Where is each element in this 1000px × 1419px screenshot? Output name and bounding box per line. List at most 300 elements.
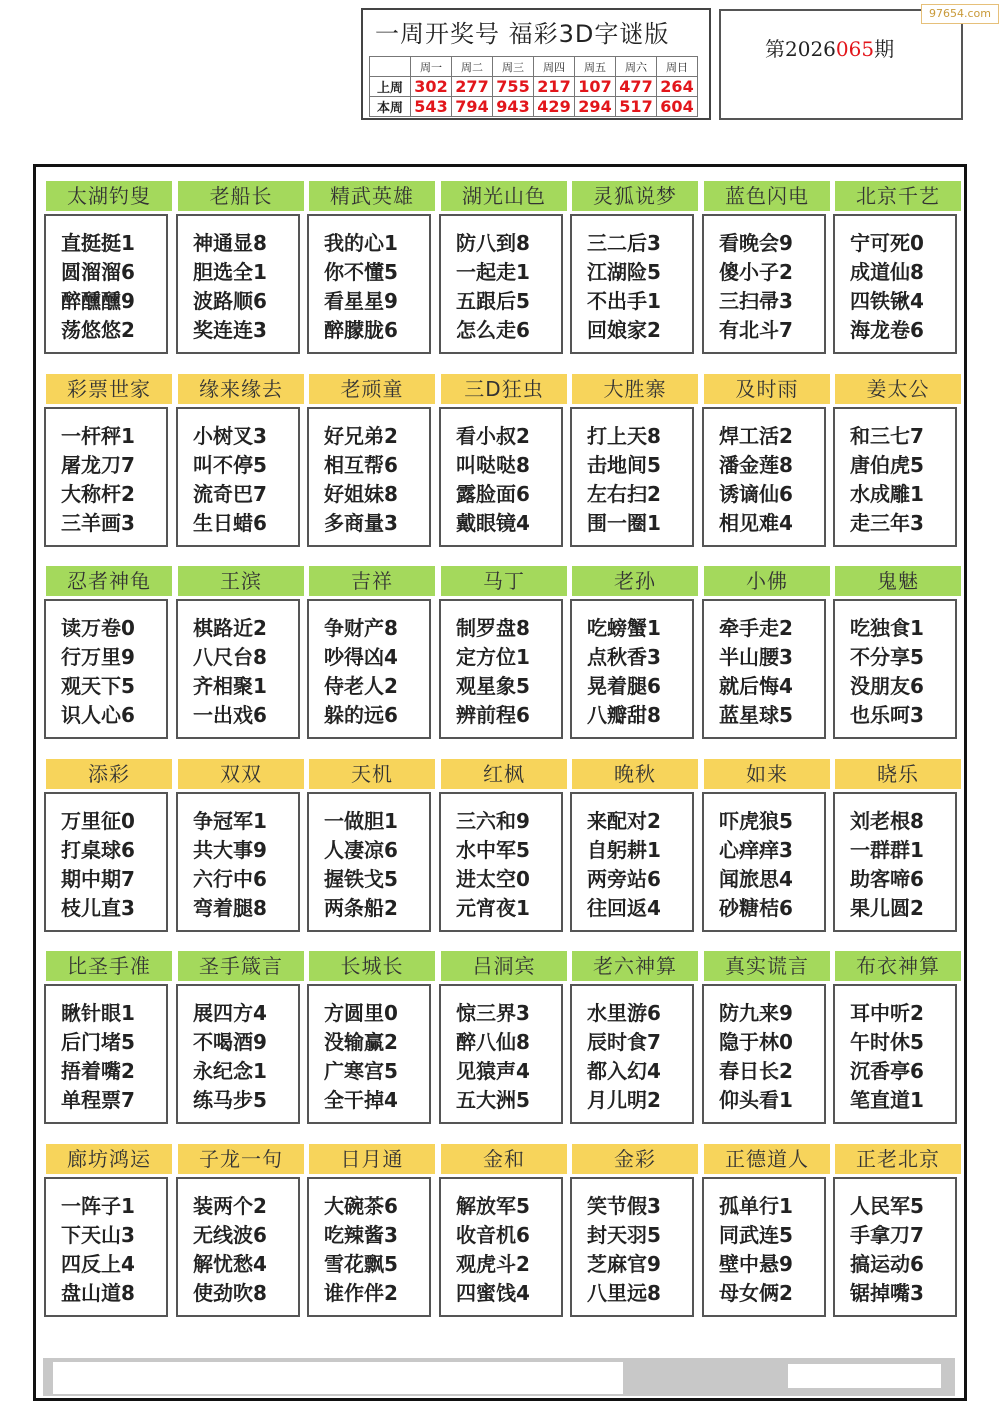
riddle-line: 隐于林0 [719, 1030, 793, 1054]
riddle-line: 月儿明2 [587, 1088, 661, 1112]
riddle-line: 八瓣甜8 [587, 703, 661, 727]
riddle-line: 一做胆1 [324, 809, 398, 833]
riddle-line: 宁可死0 [850, 231, 924, 255]
riddle-line: 侍老人2 [324, 674, 398, 698]
riddle-card-title: 添彩 [46, 759, 172, 789]
issue-box [719, 9, 963, 120]
riddle-line: 波路顺6 [193, 289, 267, 313]
riddle-line: 耳中听2 [850, 1001, 924, 1025]
riddle-line: 一出戏6 [193, 703, 267, 727]
riddle-line: 四铁锹4 [850, 289, 924, 313]
riddle-card [833, 566, 959, 742]
riddle-card-body [702, 214, 826, 354]
riddle-card [176, 374, 302, 550]
draw-number: 943 [493, 97, 534, 117]
riddle-card-title: 双双 [178, 759, 304, 789]
riddle-line: 半山腰3 [719, 645, 793, 669]
riddle-card [833, 374, 959, 550]
draw-number: 477 [616, 77, 657, 97]
draw-number: 294 [575, 97, 616, 117]
footer-blank-right [788, 1364, 941, 1388]
riddle-line: 江湖险5 [587, 260, 661, 284]
riddle-card-title: 老六神算 [572, 951, 698, 981]
riddle-card-body [44, 792, 168, 932]
riddle-line: 打桌球6 [61, 838, 135, 862]
weekly-results-box [361, 8, 711, 120]
riddle-line: 见猿声4 [456, 1059, 530, 1083]
weekday-label: 周一 [411, 57, 452, 77]
riddle-line: 生日蜡6 [193, 511, 267, 535]
riddle-card-title: 廊坊鸿运 [46, 1144, 172, 1174]
riddle-card [176, 951, 302, 1127]
riddle-card [702, 951, 828, 1127]
weekday-label: 周二 [452, 57, 493, 77]
riddle-line: 行万里9 [61, 645, 135, 669]
riddle-card [570, 1144, 696, 1320]
riddle-line: 围一圈1 [587, 511, 661, 535]
riddle-line: 流奇巴7 [193, 482, 267, 506]
riddle-card-body [307, 792, 431, 932]
riddle-line: 荡悠悠2 [61, 318, 135, 342]
riddle-line: 看星星9 [324, 289, 398, 313]
riddle-line: 不分享5 [850, 645, 924, 669]
riddle-line: 笑节假3 [587, 1194, 661, 1218]
riddle-card [570, 951, 696, 1127]
riddle-card [702, 1144, 828, 1320]
riddle-line: 潘金莲8 [719, 453, 793, 477]
weekday-label: 周六 [616, 57, 657, 77]
riddle-line: 三羊画3 [61, 511, 135, 535]
riddle-card-title: 小佛 [704, 566, 830, 596]
riddle-card [307, 951, 433, 1127]
riddle-line: 大称杆2 [61, 482, 135, 506]
riddle-line: 没输赢2 [324, 1030, 398, 1054]
riddle-card-body [439, 1177, 563, 1317]
riddle-card-title: 吕洞宾 [441, 951, 567, 981]
riddle-card-body [702, 984, 826, 1124]
draw-number: 604 [657, 97, 698, 117]
riddle-line: 三六和9 [456, 809, 530, 833]
draw-number: 107 [575, 77, 616, 97]
riddle-line: 叫哒哒8 [456, 453, 530, 477]
riddle-card-title: 忍者神龟 [46, 566, 172, 596]
riddle-line: 就后悔4 [719, 674, 793, 698]
riddle-line: 击地间5 [587, 453, 661, 477]
riddle-line: 走三年3 [850, 511, 924, 535]
riddle-card-title: 如来 [704, 759, 830, 789]
riddle-line: 心痒痒3 [719, 838, 793, 862]
riddle-line: 观星象5 [456, 674, 530, 698]
riddle-line: 牵手走2 [719, 616, 793, 640]
riddle-line: 辨前程6 [456, 703, 530, 727]
riddle-card-title: 太湖钓叟 [46, 181, 172, 211]
riddle-line: 方圆里0 [324, 1001, 398, 1025]
riddle-line: 三扫帚3 [719, 289, 793, 313]
riddle-line: 晃着腿6 [587, 674, 661, 698]
riddle-card [176, 1144, 302, 1320]
riddle-line: 观天下5 [61, 674, 135, 698]
riddle-line: 无线波6 [193, 1223, 267, 1247]
riddle-card [833, 181, 959, 357]
riddle-card-body [702, 1177, 826, 1317]
riddle-line: 相见难4 [719, 511, 793, 535]
riddle-panel [33, 164, 967, 1401]
riddle-line: 八尺台8 [193, 645, 267, 669]
riddle-card-body [176, 792, 300, 932]
riddle-line: 奖连连3 [193, 318, 267, 342]
riddle-line: 诱谪仙6 [719, 482, 793, 506]
riddle-line: 后门堵5 [61, 1030, 135, 1054]
riddle-card-title: 日月通 [309, 1144, 435, 1174]
riddle-line: 一起走1 [456, 260, 530, 284]
riddle-card-body [44, 984, 168, 1124]
riddle-line: 辰时食7 [587, 1030, 661, 1054]
riddle-line: 枝儿直3 [61, 896, 135, 920]
riddle-line: 人凄凉6 [324, 838, 398, 862]
riddle-line: 谁作伴2 [324, 1281, 398, 1305]
riddle-line: 万里征0 [61, 809, 135, 833]
riddle-card [439, 1144, 565, 1320]
riddle-line: 露脸面6 [456, 482, 530, 506]
issue-prefix: 第2026 [765, 37, 836, 61]
draw-number: 302 [411, 77, 452, 97]
this-week-label: 本周 [370, 97, 411, 117]
riddle-line: 吃独食1 [850, 616, 924, 640]
riddle-line: 一群群1 [850, 838, 924, 862]
riddle-line: 果儿圆2 [850, 896, 924, 920]
riddle-line: 吵得凶4 [324, 645, 398, 669]
footer-blank-left [53, 1362, 623, 1394]
riddle-card [307, 566, 433, 742]
riddle-line: 读万卷0 [61, 616, 135, 640]
riddle-line: 看小叔2 [456, 424, 530, 448]
riddle-card-body [307, 407, 431, 547]
riddle-card [439, 374, 565, 550]
riddle-card-body [833, 792, 957, 932]
riddle-line: 齐相聚1 [193, 674, 267, 698]
riddle-card-title: 鬼魅 [835, 566, 961, 596]
riddle-line: 没朋友6 [850, 674, 924, 698]
riddle-card-title: 精武英雄 [309, 181, 435, 211]
riddle-line: 练马步5 [193, 1088, 267, 1112]
riddle-line: 蓝星球5 [719, 703, 793, 727]
riddle-card-title: 布衣神算 [835, 951, 961, 981]
riddle-card-title: 金和 [441, 1144, 567, 1174]
riddle-card-title: 老顽童 [309, 374, 435, 404]
riddle-line: 识人心6 [61, 703, 135, 727]
riddle-line: 也乐呵3 [850, 703, 924, 727]
riddle-line: 午时休5 [850, 1030, 924, 1054]
riddle-card-title: 晓乐 [835, 759, 961, 789]
riddle-card-body [176, 214, 300, 354]
riddle-line: 手拿刀7 [850, 1223, 924, 1247]
riddle-card-body [176, 599, 300, 739]
riddle-card [833, 1144, 959, 1320]
riddle-card-body [176, 1177, 300, 1317]
riddle-card [833, 951, 959, 1127]
riddle-line: 芝麻官9 [587, 1252, 661, 1276]
riddle-line: 多商量3 [324, 511, 398, 535]
riddle-line: 你不懂5 [324, 260, 398, 284]
riddle-line: 仰头看1 [719, 1088, 793, 1112]
riddle-line: 左右扫2 [587, 482, 661, 506]
riddle-line: 争冠军1 [193, 809, 267, 833]
riddle-line: 使劲吹8 [193, 1281, 267, 1305]
riddle-line: 同武连5 [719, 1223, 793, 1247]
riddle-card [833, 759, 959, 935]
riddle-line: 神通显8 [193, 231, 267, 255]
last-week-row [370, 77, 698, 97]
riddle-card-title: 正德道人 [704, 1144, 830, 1174]
riddle-line: 制罗盘8 [456, 616, 530, 640]
riddle-line: 闻旅思4 [719, 867, 793, 891]
riddle-line: 砂糖桔6 [719, 896, 793, 920]
riddle-line: 躲的远6 [324, 703, 398, 727]
riddle-line: 看晚会9 [719, 231, 793, 255]
riddle-card [307, 1144, 433, 1320]
riddle-card-body [702, 792, 826, 932]
riddle-card-body [439, 792, 563, 932]
riddle-card [176, 181, 302, 357]
riddle-card-body [44, 599, 168, 739]
riddle-card-title: 子龙一句 [178, 1144, 304, 1174]
riddle-line: 瞅针眼1 [61, 1001, 135, 1025]
riddle-line: 沉香亭6 [850, 1059, 924, 1083]
riddle-line: 好兄弟2 [324, 424, 398, 448]
issue-number: 065 [835, 37, 875, 61]
riddle-card [44, 759, 170, 935]
riddle-card [570, 374, 696, 550]
riddle-card-body [833, 984, 957, 1124]
riddle-line: 锯掉嘴3 [850, 1281, 924, 1305]
riddle-line: 搞运动6 [850, 1252, 924, 1276]
riddle-line: 屠龙刀7 [61, 453, 135, 477]
riddle-line: 下天山3 [61, 1223, 135, 1247]
riddle-line: 直挺挺1 [61, 231, 135, 255]
riddle-line: 共大事9 [193, 838, 267, 862]
riddle-line: 四反上4 [61, 1252, 135, 1276]
draw-number: 264 [657, 77, 698, 97]
riddle-line: 三二后3 [587, 231, 661, 255]
riddle-line: 打上天8 [587, 424, 661, 448]
riddle-line: 一杆秤1 [61, 424, 135, 448]
riddle-card-body [570, 1177, 694, 1317]
riddle-line: 刘老根8 [850, 809, 924, 833]
riddle-line: 装两个2 [193, 1194, 267, 1218]
riddle-line: 怎么走6 [456, 318, 530, 342]
weekly-results-table [369, 56, 698, 117]
riddle-card-body [570, 407, 694, 547]
riddle-line: 都入幻4 [587, 1059, 661, 1083]
riddle-line: 六行中6 [193, 867, 267, 891]
riddle-line: 观虎斗2 [456, 1252, 530, 1276]
riddle-line: 盘山道8 [61, 1281, 135, 1305]
riddle-line: 进太空0 [456, 867, 530, 891]
riddle-card [570, 566, 696, 742]
riddle-line: 我的心1 [324, 231, 398, 255]
riddle-card [176, 759, 302, 935]
riddle-line: 不出手1 [587, 289, 661, 313]
riddle-line: 元宵夜1 [456, 896, 530, 920]
riddle-card-body [833, 599, 957, 739]
riddle-line: 五大洲5 [456, 1088, 530, 1112]
riddle-line: 醉醺醺9 [61, 289, 135, 313]
riddle-line: 吃螃蟹1 [587, 616, 661, 640]
riddle-card-body [439, 214, 563, 354]
riddle-line: 吓虎狼5 [719, 809, 793, 833]
riddle-card [570, 181, 696, 357]
riddle-line: 争财产8 [324, 616, 398, 640]
riddle-line: 两旁站6 [587, 867, 661, 891]
draw-number: 277 [452, 77, 493, 97]
riddle-card [702, 374, 828, 550]
riddle-line: 定方位1 [456, 645, 530, 669]
riddle-card-body [570, 599, 694, 739]
weekly-results-title: 一周开奖号 福彩3D字谜版 [375, 20, 670, 48]
riddle-line: 醉八仙8 [456, 1030, 530, 1054]
riddle-card [176, 566, 302, 742]
riddle-card-title: 灵狐说梦 [572, 181, 698, 211]
riddle-card-body [44, 1177, 168, 1317]
riddle-line: 母女俩2 [719, 1281, 793, 1305]
riddle-line: 雪花飘5 [324, 1252, 398, 1276]
riddle-line: 解忧愁4 [193, 1252, 267, 1276]
riddle-card-body [44, 214, 168, 354]
riddle-card-title: 长城长 [309, 951, 435, 981]
riddle-line: 展四方4 [193, 1001, 267, 1025]
riddle-card [307, 374, 433, 550]
riddle-card [307, 181, 433, 357]
riddle-card-title: 马丁 [441, 566, 567, 596]
draw-number: 794 [452, 97, 493, 117]
riddle-line: 往回返4 [587, 896, 661, 920]
riddle-line: 孤单行1 [719, 1194, 793, 1218]
draw-number: 517 [616, 97, 657, 117]
riddle-card-title: 比圣手准 [46, 951, 172, 981]
riddle-card-body [833, 1177, 957, 1317]
riddle-card-body [307, 599, 431, 739]
riddle-card-title: 金彩 [572, 1144, 698, 1174]
riddle-line: 有北斗7 [719, 318, 793, 342]
riddle-line: 四蜜饯4 [456, 1281, 530, 1305]
weekday-label: 周五 [575, 57, 616, 77]
riddle-card-title: 缘来缘去 [178, 374, 304, 404]
riddle-card-body [307, 214, 431, 354]
riddle-card-title: 晚秋 [572, 759, 698, 789]
riddle-line: 叫不停5 [193, 453, 267, 477]
weekday-label: 周三 [493, 57, 534, 77]
riddle-line: 全干掉4 [324, 1088, 398, 1112]
riddle-line: 好姐妹8 [324, 482, 398, 506]
riddle-card-body [702, 599, 826, 739]
riddle-card-title: 红枫 [441, 759, 567, 789]
riddle-card-body [570, 214, 694, 354]
riddle-card-body [439, 599, 563, 739]
riddle-card [44, 951, 170, 1127]
riddle-line: 弯着腿8 [193, 896, 267, 920]
riddle-line: 助客啼6 [850, 867, 924, 891]
riddle-line: 防九来9 [719, 1001, 793, 1025]
riddle-card-title: 及时雨 [704, 374, 830, 404]
weekday-label: 周日 [657, 57, 698, 77]
issue-suffix: 期 [874, 37, 895, 61]
weekday-label: 周四 [534, 57, 575, 77]
riddle-card-title: 老船长 [178, 181, 304, 211]
riddle-card [307, 759, 433, 935]
this-week-row [370, 97, 698, 117]
riddle-line: 握铁戈5 [324, 867, 398, 891]
riddle-line: 笔直道1 [850, 1088, 924, 1112]
riddle-card [439, 759, 565, 935]
riddle-line: 大碗茶6 [324, 1194, 398, 1218]
riddle-line: 小树叉3 [193, 424, 267, 448]
riddle-line: 封天羽5 [587, 1223, 661, 1247]
riddle-card-title: 三D狂虫 [441, 374, 567, 404]
riddle-line: 唐伯虎5 [850, 453, 924, 477]
riddle-line: 醉朦胧6 [324, 318, 398, 342]
riddle-card-title: 正老北京 [835, 1144, 961, 1174]
riddle-card-body [307, 1177, 431, 1317]
riddle-line: 海龙卷6 [850, 318, 924, 342]
draw-number: 429 [534, 97, 575, 117]
riddle-card-body [176, 984, 300, 1124]
riddle-line: 收音机6 [456, 1223, 530, 1247]
riddle-line: 水里游6 [587, 1001, 661, 1025]
last-week-label: 上周 [370, 77, 411, 97]
riddle-card-title: 真实谎言 [704, 951, 830, 981]
riddle-line: 回娘家2 [587, 318, 661, 342]
riddle-card [570, 759, 696, 935]
riddle-line: 期中期7 [61, 867, 135, 891]
riddle-card-body [833, 407, 957, 547]
riddle-line: 傻小子2 [719, 260, 793, 284]
riddle-line: 不喝酒9 [193, 1030, 267, 1054]
riddle-line: 人民军5 [850, 1194, 924, 1218]
riddle-line: 解放军5 [456, 1194, 530, 1218]
riddle-line: 戴眼镜4 [456, 511, 530, 535]
weekday-header-row [370, 57, 698, 77]
riddle-card-body [439, 984, 563, 1124]
riddle-line: 防八到8 [456, 231, 530, 255]
riddle-card [44, 181, 170, 357]
riddle-card [439, 566, 565, 742]
riddle-card [702, 566, 828, 742]
riddle-card [702, 759, 828, 935]
riddle-card-title: 王滨 [178, 566, 304, 596]
riddle-line: 壁中悬9 [719, 1252, 793, 1276]
watermark: 97654.com [921, 4, 999, 24]
riddle-line: 春日长2 [719, 1059, 793, 1083]
riddle-line: 吃辣酱3 [324, 1223, 398, 1247]
riddle-line: 一阵子1 [61, 1194, 135, 1218]
riddle-card-body [176, 407, 300, 547]
riddle-line: 单程票7 [61, 1088, 135, 1112]
riddle-card [44, 374, 170, 550]
riddle-line: 圆溜溜6 [61, 260, 135, 284]
riddle-card-title: 天机 [309, 759, 435, 789]
riddle-card-title: 彩票世家 [46, 374, 172, 404]
draw-number: 755 [493, 77, 534, 97]
riddle-card-title: 姜太公 [835, 374, 961, 404]
draw-number: 217 [534, 77, 575, 97]
riddle-card [702, 181, 828, 357]
riddle-card-body [833, 214, 957, 354]
riddle-line: 来配对2 [587, 809, 661, 833]
riddle-line: 胆选全1 [193, 260, 267, 284]
riddle-line: 五跟后5 [456, 289, 530, 313]
riddle-line: 成道仙8 [850, 260, 924, 284]
riddle-line: 和三七7 [850, 424, 924, 448]
